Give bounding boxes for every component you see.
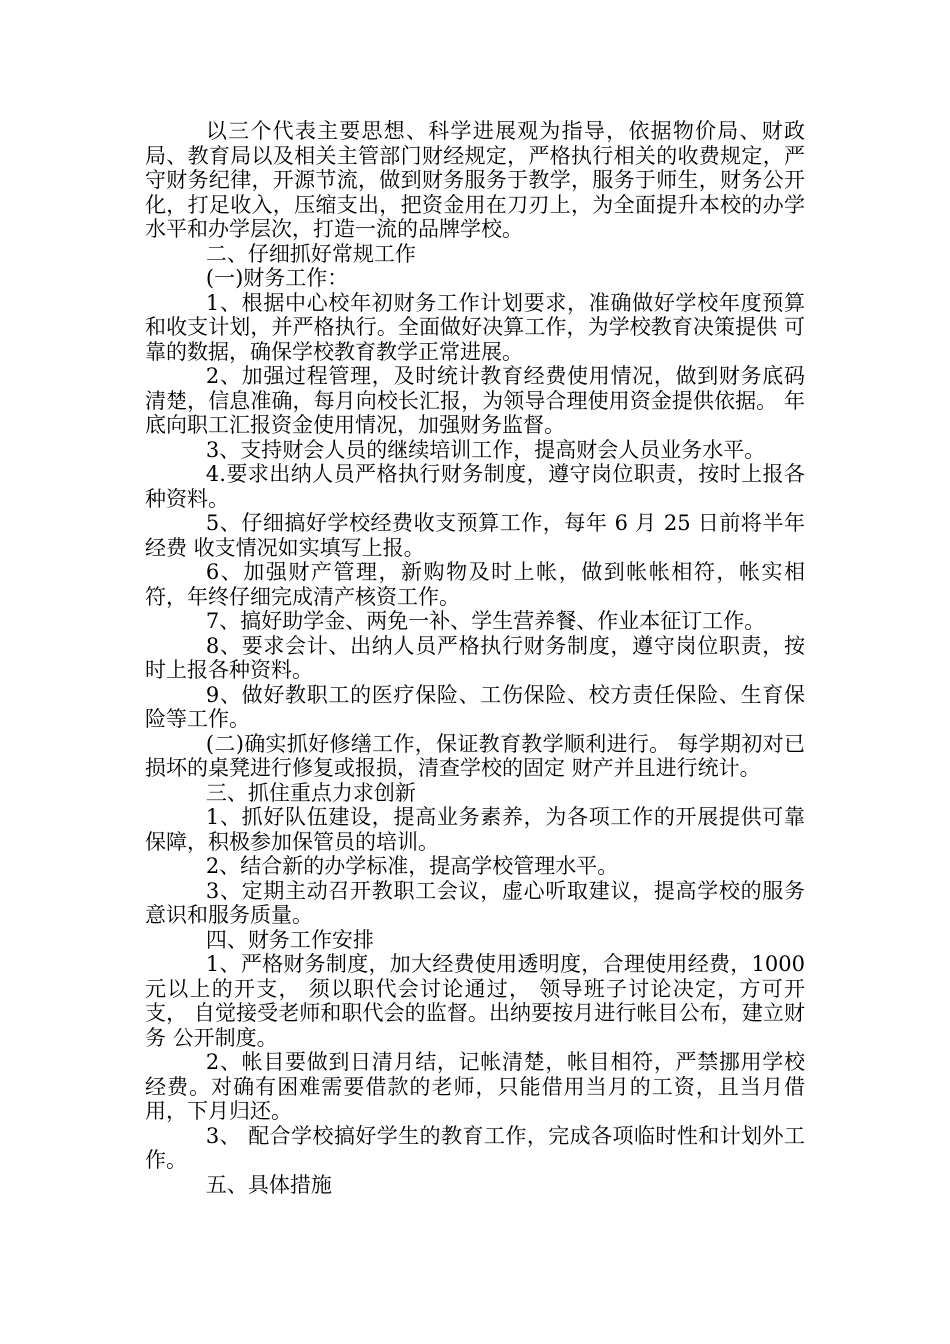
list-item: 4.要求出纳人员严格执行财务制度，遵守岗位职责，按时上报各 种资料。 — [145, 462, 805, 511]
section-heading-5: 五、具体措施 — [205, 1172, 332, 1197]
list-item: 3、支持财会人员的继续培训工作，提高财会人员业务水平。 — [205, 437, 766, 462]
section-heading-4: 四、财务工作安排 — [205, 927, 374, 952]
paragraph-intro: 以三个代表主要思想、科学进展观为指导，依据物价局、财政局、教育局以及相关主管部门财经规定，严格执行相关的收费规定，严守财务纪律，开源节流，做到财务服务于教学，服务于师生，财务公开化，打足收入，压缩支出，把资金用在刀刃上，为全面提升本校的办学水平和办学层次，打造一流的品牌学校。 — [145, 119, 805, 241]
list-item: 2、帐目要做到日清月结，记帐清楚，帐目相符，严禁挪用学校 经费。对确有困难需要借款的老师，只能借用当月的工资，且当月借用，下月归还。 — [145, 1050, 805, 1123]
section-heading-3: 三、抓住重点力求创新 — [205, 780, 416, 805]
list-item: 2、结合新的办学标准，提高学校管理水平。 — [205, 854, 619, 878]
list-item: 7、搞好助学金、两免一补、学生营养餐、作业本征订工作。 — [205, 609, 766, 633]
list-item: 3、 配合学校搞好学生的教育工作，完成各项临时性和计划外工作。 — [145, 1123, 805, 1172]
list-item: 5、仔细搞好学校经费收支预算工作，每年 6 月 25 日前将半年经费 收支情况如实填写上报。 — [145, 511, 805, 560]
list-item: 2、加强过程管理，及时统计教育经费使用情况，做到财务底码 清楚，信息准确，每月向校长汇报，为领导合理使用资金提供依据。 年底向职工汇报资金使用情况，加强财务监督。 — [145, 364, 805, 437]
list-item: 8、要求会计、出纳人员严格执行财务制度，遵守岗位职责，按 时上报各种资料。 — [145, 633, 805, 682]
list-item: 3、定期主动召开教职工会议，虚心听取建议，提高学校的服务 意识和服务质量。 — [145, 878, 805, 927]
list-item: 1、根据中心校年初财务工作计划要求，准确做好学校年度预算 和收支计划，并严格执行。全面做好决算工作，为学校教育决策提供 可靠的数据，确保学校教育教学正常进展。 — [145, 290, 805, 364]
subsection-heading-repair: (二)确实抓好修缮工作，保证教育教学顺利进行。 每学期初对已损坏的桌凳进行修复或报损，清查学校的固定 财产并且进行统计。 — [145, 731, 805, 780]
list-item: 6、加强财产管理，新购物及时上帐，做到帐帐相符，帐实相符，年终仔细完成清产核资工作。 — [145, 560, 805, 609]
list-item: 9、做好教职工的医疗保险、工伤保险、校方责任保险、生育保险等工作。 — [145, 682, 805, 731]
list-item: 1、严格财务制度，加大经费使用透明度，合理使用经费，1000 元以上的开支， 须以职代会讨论通过， 领导班子讨论决定，方可开支， 自觉接受老师和职代会的监督。出纳要按月进行帐目公布，建立财务 公开制度。 — [145, 952, 805, 1050]
document-body — [145, 119, 805, 1197]
subsection-heading-finance: (一)财务工作： — [205, 266, 349, 290]
list-item: 1、抓好队伍建设，提高业务素养，为各项工作的开展提供可靠 保障，积极参加保管员的培训。 — [145, 805, 805, 854]
section-heading-2: 二、仔细抓好常规工作 — [205, 241, 416, 266]
